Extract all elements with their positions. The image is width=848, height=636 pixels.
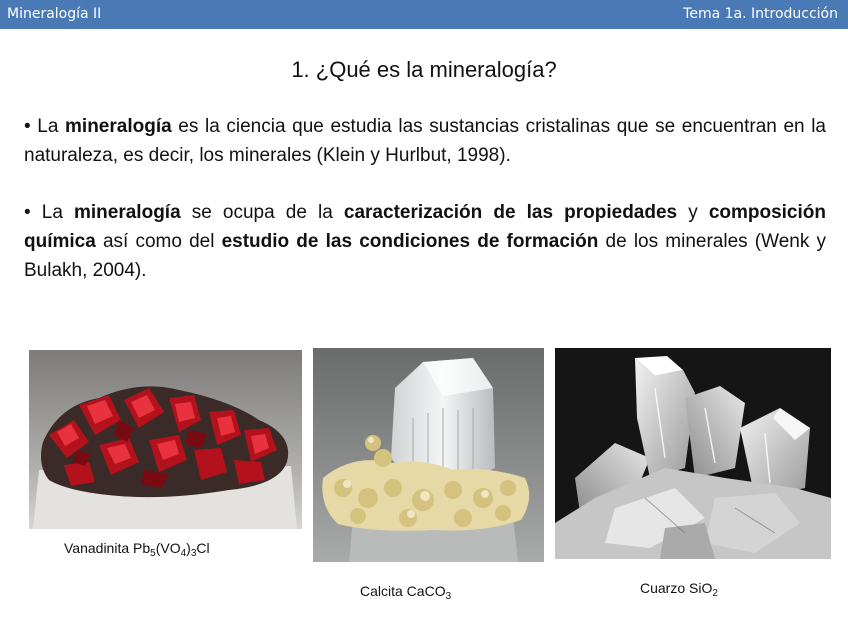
- subscript: 5: [150, 548, 156, 559]
- calcite-caption: [360, 583, 452, 602]
- slide-title: 1. ¿Qué es la mineralogía?: [291, 57, 557, 82]
- caption-text: Cuarzo SiO: [640, 580, 713, 596]
- paragraph-scope: [24, 198, 826, 285]
- caption-text: ): [186, 540, 191, 556]
- caption-text: Calcita CaCO: [360, 583, 446, 599]
- text: es la ciencia que estudia las sustancias cristalinas que se encuentran en la naturaleza, es decir, los minerales (Klein y Hurlbut, 1998).: [24, 116, 826, 166]
- subscript: 3: [445, 591, 452, 602]
- subscript: 4: [180, 548, 187, 559]
- quartz-photo: [555, 348, 831, 559]
- bullet: •: [24, 202, 31, 223]
- text: La: [30, 116, 66, 137]
- bold-term: mineralogía: [74, 202, 181, 223]
- subscript: 3: [190, 548, 197, 559]
- bold-term: estudio de las condiciones de formación: [221, 231, 599, 252]
- bold-term: caracterización de las propiedades: [343, 202, 678, 223]
- text: de los minerales (Wenk y Bulakh, 2004).: [24, 231, 826, 281]
- caption-text: Vanadinita Pb: [64, 540, 151, 556]
- text: así como del: [95, 231, 222, 252]
- text: La: [30, 202, 74, 223]
- header-bar: [0, 0, 848, 29]
- bold-term: mineralogía: [65, 116, 172, 137]
- quartz-caption: [640, 580, 718, 599]
- paragraph-definition: [24, 112, 826, 170]
- caption-text: Cl: [196, 540, 210, 556]
- bullet: •: [24, 116, 31, 137]
- text: se ocupa de la: [180, 202, 344, 223]
- caption-text: (VO: [155, 540, 181, 556]
- course-title: Mineralogía II: [7, 6, 102, 22]
- topic-title: Tema 1a. Introducción: [683, 6, 838, 22]
- bold-term: composición química: [24, 202, 826, 252]
- subscript: 2: [712, 588, 718, 599]
- calcite-photo: [313, 348, 544, 562]
- vanadinite-caption: [64, 540, 210, 559]
- text: y: [677, 202, 709, 223]
- vanadinite-photo: [29, 350, 302, 529]
